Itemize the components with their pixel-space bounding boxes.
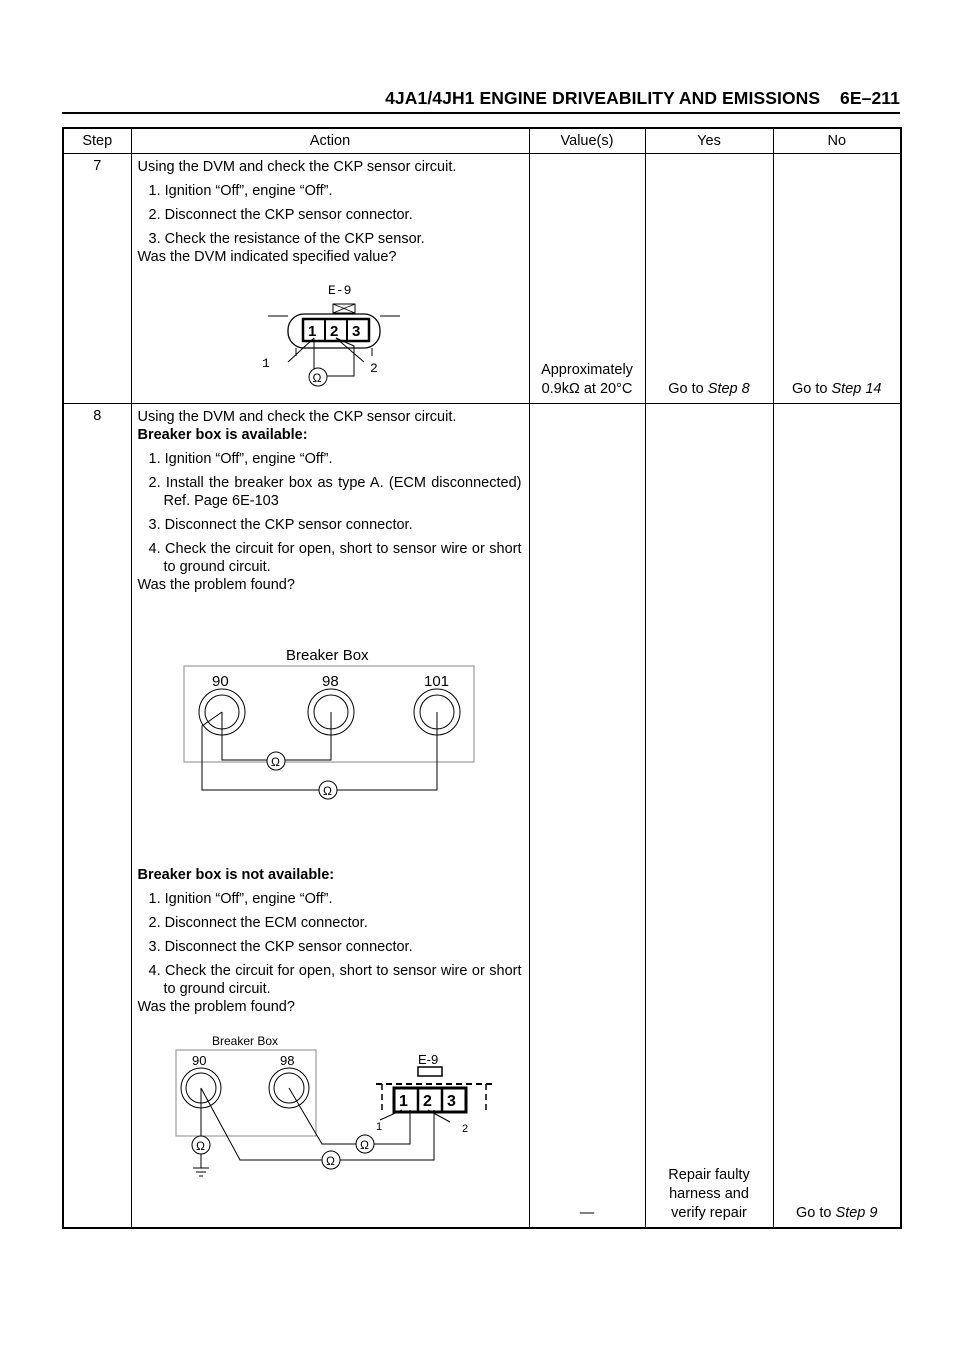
ohm-symbol: Ω [270,755,280,769]
probe-label: 2 [369,361,378,376]
action-item: 2. Install the breaker box as type A. (ECM disconnected) Ref. Page 6E-103 [148,475,522,509]
pin-label: 3 [446,1093,456,1110]
column-header-step: Step [63,128,131,154]
action-question: Was the DVM indicated specified value? [137,249,397,265]
pin-label: 1 [398,1093,408,1110]
value-cell [529,154,645,404]
step-number: 7 [63,154,131,404]
terminal-label: 90 [211,673,229,690]
value-cell [529,404,645,1228]
connector-latch [418,1067,442,1076]
yes-cell [645,404,773,1228]
action-item: 3. Check the resistance of the CKP sensor. [148,231,425,247]
diagnostic-table [62,127,902,1229]
yes-prefix: Go to [668,381,708,397]
terminal-label: 98 [321,673,339,690]
terminal-label: 90 [191,1053,206,1068]
pin-label: 2 [422,1093,432,1110]
connector-label: E-9 [417,1052,438,1067]
probe-label: 1 [261,356,270,371]
no-step-link: Step 14 [831,381,882,397]
action-item: 4. Check the circuit for open, short to sensor wire or short to ground circuit. [148,963,522,997]
breaker-available-label: Breaker box is available: [137,427,308,443]
breaker-not-available-label: Breaker box is not available: [137,867,335,883]
yes-text: verify repair [671,1204,747,1221]
table-header-row [63,128,901,154]
action-item: 2. Disconnect the ECM connector. [148,915,368,931]
page-title: 4JA1/4JH1 ENGINE DRIVEABILITY AND EMISSIONS 6E–211 [385,88,900,108]
ohm-symbol: Ω [195,1139,205,1153]
breaker-box-title: Breaker Box [211,1034,278,1048]
page-header [62,86,900,116]
action-item: 3. Disconnect the CKP sensor connector. [148,517,413,533]
value-text: 0.9kΩ at 20°C [541,381,633,397]
no-prefix: Go to [796,1204,836,1221]
yes-cell [645,154,773,404]
pin-label: 2 [329,323,338,340]
action-item: 1. Ignition “Off”, engine “Off”. [148,451,333,467]
probe-label: 1 [375,1121,382,1133]
ckp-connector-figure [258,280,408,390]
column-header-yes: Yes [645,128,773,154]
ohm-symbol: Ω [359,1138,369,1152]
action-question: Was the problem found? [137,577,295,593]
ohm-symbol: Ω [312,371,321,385]
breaker-box-connector-figure [172,1032,502,1182]
action-item: 1. Ignition “Off”, engine “Off”. [148,891,333,907]
ohm-symbol: Ω [322,784,332,798]
action-item: 1. Ignition “Off”, engine “Off”. [148,183,333,199]
action-cell [131,154,529,404]
action-item: 4. Check the circuit for open, short to sensor wire or short to ground circuit. [148,541,522,575]
pin-label: 1 [307,323,316,340]
terminal-label: 101 [423,673,449,690]
yes-text: harness and [669,1185,749,1202]
terminal-label: 98 [279,1053,294,1068]
no-step-link: Step 9 [835,1204,878,1221]
action-question: Was the problem found? [137,999,295,1015]
yes-text: Repair faulty [668,1166,750,1183]
action-item: 3. Disconnect the CKP sensor connector. [148,939,413,955]
header-rule [62,112,900,114]
breaker-box-title: Breaker Box [285,647,369,664]
no-cell [773,404,901,1228]
meter-leads-90-101 [202,712,437,790]
action-intro: Using the DVM and check the CKP sensor circuit. [137,159,457,175]
ohm-symbol: Ω [325,1154,335,1168]
column-header-values: Value(s) [529,128,645,154]
table-row-step-8 [63,404,901,1228]
value-text: Approximately [541,362,633,378]
no-cell [773,154,901,404]
probe-label: 2 [461,1123,468,1135]
latch-mark [333,304,355,313]
no-prefix: Go to [792,381,832,397]
connector-label: E-9 [327,283,351,298]
column-header-no: No [773,128,901,154]
action-cell [131,404,529,1228]
table-row-step-7 [63,154,901,404]
yes-step-link: Step 8 [707,381,750,397]
action-intro: Using the DVM and check the CKP sensor circuit. [137,409,457,425]
ground-icon [193,1154,209,1176]
step-number: 8 [63,404,131,1228]
column-header-action: Action [131,128,529,154]
breaker-box-figure [182,646,482,814]
action-item: 2. Disconnect the CKP sensor connector. [148,207,413,223]
connector-feet [296,348,372,356]
probe-lead-1 [380,1110,402,1120]
value-text: — [579,1204,595,1221]
pin-label: 3 [351,323,360,340]
